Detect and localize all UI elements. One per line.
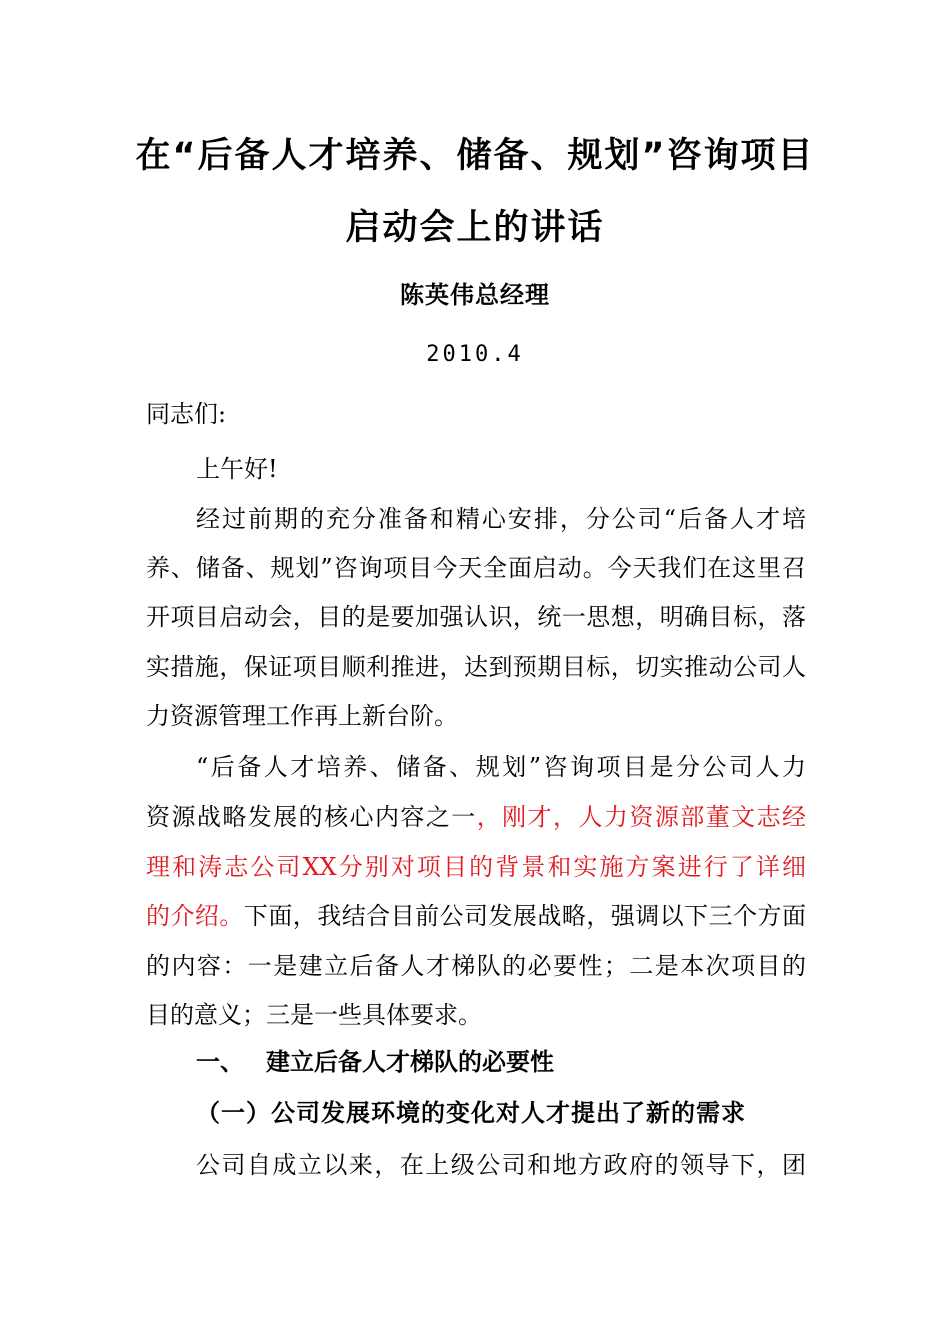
paragraph-1-line: 力资源管理工作再上新台阶。 [146, 702, 458, 730]
paragraph-2-highlight: 的介绍。 [146, 902, 244, 930]
paragraph-2-line [146, 901, 806, 931]
paragraph-2-highlight: ，刚才，人力资源部董文志经 [476, 803, 807, 831]
paragraph-2-line: “后备人才培养、储备、规划”咨询项目是分公司人力 [196, 753, 806, 781]
paragraph-2-line: 目的意义；三是一些具体要求。 [146, 1001, 482, 1029]
document-date: 2010.4 [426, 342, 524, 367]
paragraph-2-line: 的内容：一是建立后备人才梯队的必要性；二是本次项目的 [146, 952, 806, 980]
salutation: 同志们: [146, 400, 227, 428]
greeting: 上午好! [196, 455, 278, 483]
paragraph-1-line: 经过前期的充分准备和精心安排，分公司“后备人才培 [196, 505, 806, 533]
section-1-number: 一、 [196, 1048, 244, 1076]
section-1-title: 建立后备人才梯队的必要性 [266, 1048, 554, 1076]
paragraph-1-line: 实措施，保证项目顺利推进，达到预期目标，切实推动公司人 [146, 653, 806, 681]
document-title-line1: 在“后备人才培养、储备、规划”咨询项目 [135, 136, 815, 176]
paragraph-2-line [146, 802, 806, 832]
paragraph-2-text: 资源战略发展的核心内容之一 [146, 803, 477, 831]
paragraph-2-highlight: 理和涛志公司XX分别对项目的背景和实施方案进行了详细 [146, 853, 806, 881]
section-1-heading [196, 1047, 554, 1077]
paragraph-1-line: 开项目启动会，目的是要加强认识，统一思想，明确目标，落 [146, 603, 806, 631]
document-author: 陈英伟总经理 [400, 281, 550, 309]
paragraph-1-line: 养、储备、规划”咨询项目今天全面启动。今天我们在这里召 [146, 554, 806, 582]
subsection-1-heading: （一）公司发展环境的变化对人才提出了新的需求 [196, 1098, 746, 1127]
paragraph-3-line: 公司自成立以来，在上级公司和地方政府的领导下，团 [196, 1151, 806, 1179]
document-title-line2: 启动会上的讲话 [345, 208, 605, 248]
paragraph-2-text: 下面，我结合目前公司发展战略，强调以下三个方面 [243, 902, 807, 930]
